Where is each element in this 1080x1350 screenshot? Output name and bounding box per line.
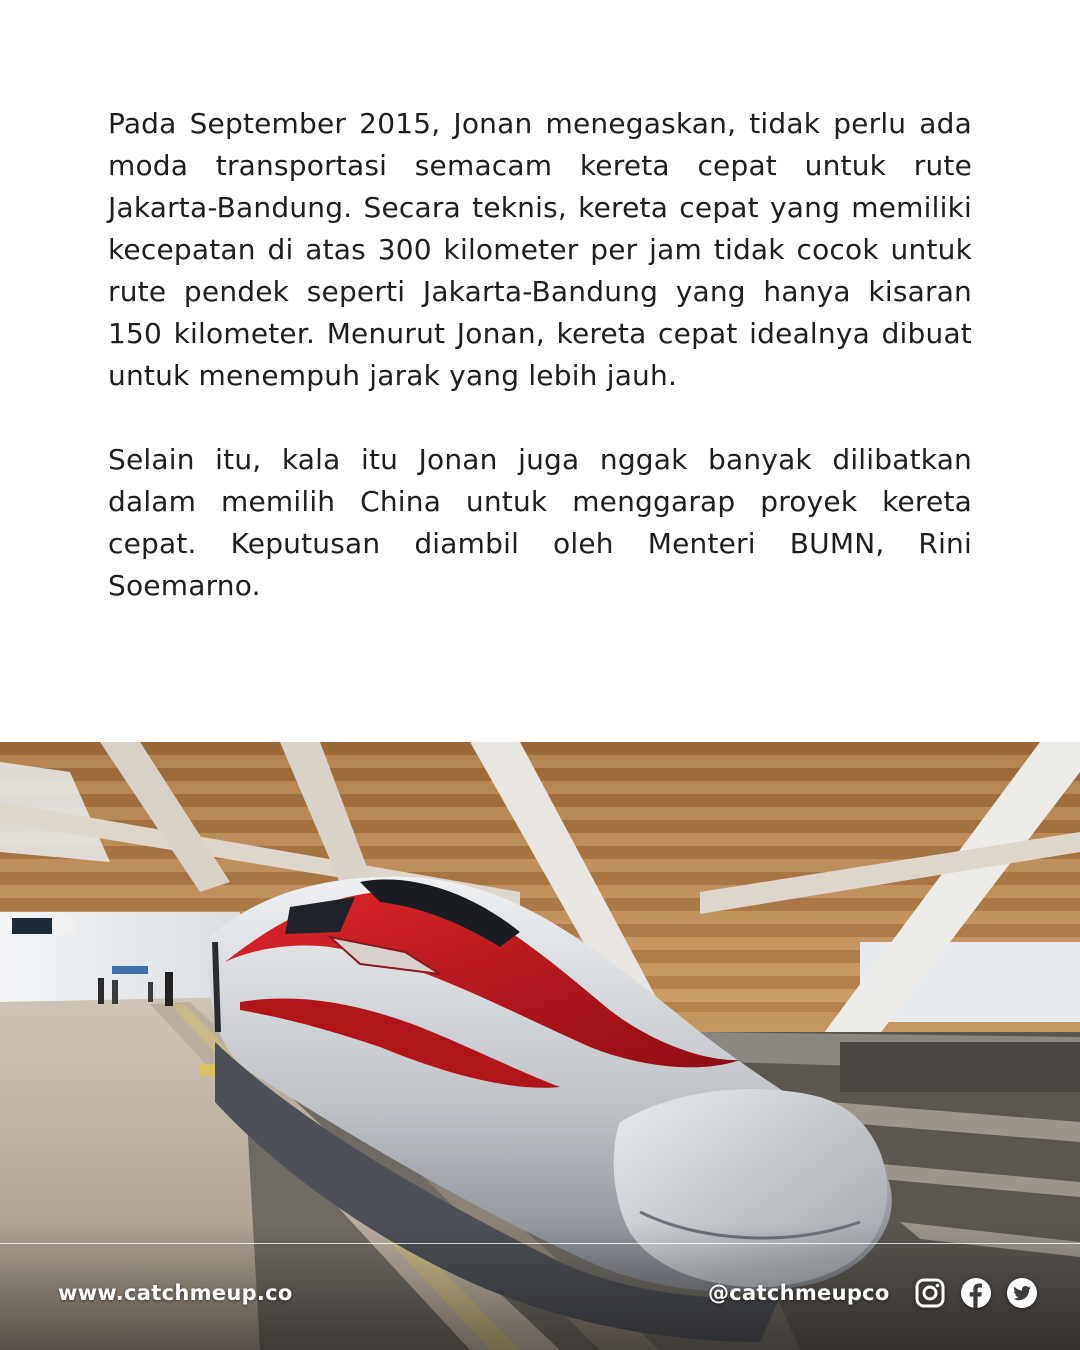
facebook-icon[interactable] xyxy=(960,1277,992,1309)
footer xyxy=(0,1243,1080,1350)
website-link[interactable]: www.catchmeup.co xyxy=(58,1281,293,1305)
instagram-icon[interactable] xyxy=(914,1277,946,1309)
social-handle[interactable]: @catchmeupco xyxy=(708,1281,890,1305)
article-body xyxy=(108,103,972,607)
paragraph-2: Selain itu, kala itu Jonan juga nggak banyak dilibatkan dalam memilih China untuk menggarap proyek kereta cepat. Keputusan diambil oleh Menteri BUMN, Rini Soemarno. xyxy=(108,443,972,602)
twitter-icon[interactable] xyxy=(1006,1277,1038,1309)
footer-divider xyxy=(0,1243,1080,1244)
paragraph-1: Pada September 2015, Jonan menegaskan, tidak perlu ada moda transportasi semacam kereta cepat untuk rute Jakarta-Bandung. Secara teknis, kereta cepat yang memiliki kecepatan di atas 300 kilometer per jam tidak cocok untuk rute pendek seperti Jakarta-Bandung yang hanya kisaran 150 kilometer. Menurut Jonan, kereta cepat idealnya dibuat untuk menempuh jarak yang lebih jauh. xyxy=(108,107,972,392)
